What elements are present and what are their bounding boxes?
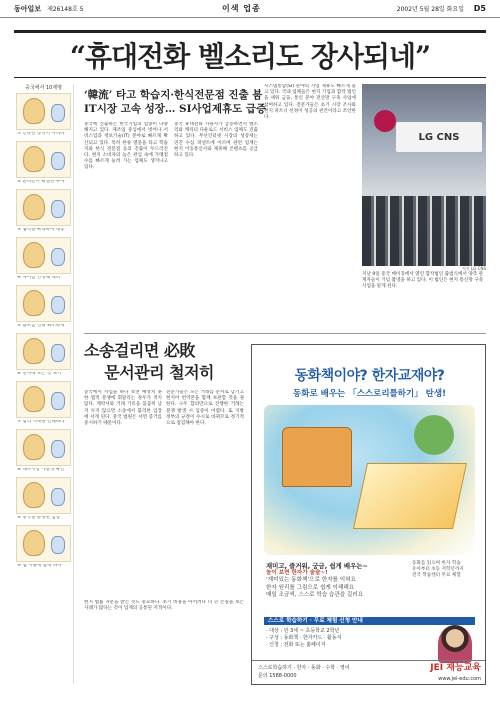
photo-people [362, 196, 486, 266]
advertisement [251, 344, 486, 685]
ad-feature: 매일 조금씩, 스스로 학습 습관을 길러요 [266, 591, 364, 598]
cartoon-panel [16, 285, 71, 322]
ad-side-note: 전국 학습센터 무료 체험 [412, 573, 461, 578]
book-illustration [353, 463, 467, 529]
cartoon-caption: ② 준비만이 확실한 투자 [17, 180, 65, 184]
cartoon-caption: ⑩ 법 이용에 함께 하자 [17, 564, 62, 568]
article-column: 시스템통합(SI) 분야의 사업 제휴도 빠르게 늘고 있다. 국내 업체들은 현지 기업과 합작 법인을 세워 금융, 통신 분야 전산망 구축 사업에 참여하고 있다. 전문가들은 초기 시장 조사와 현지 파트너 선정이 성공의 관건이라고 조언한다. [264, 84, 356, 121]
cartoon-caption: ⑦ 합리 지속을 인내하라 [17, 420, 65, 424]
cartoon-panel [16, 333, 71, 370]
main-headline: “휴대전화 벨소리도 장사되네” [14, 30, 486, 78]
article-column: 전문가들은 모든 거래를 문서로 남기고 현지어 번역본을 함께 보관할 것을 권한다. 구두 합의만으로 진행한 거래는 분쟁 발생 시 입증이 어렵다. 또 지방 정부의 규정이 수시로 바뀌므로 정기적으로 점검해야 한다. [166, 390, 244, 427]
photo-credit: 사진 LG CNS [462, 266, 486, 271]
article-column: 중국에서 사업을 하다 보면 예상치 못한 법적 분쟁에 휘말리는 경우가 적지 않다. 계약서와 거래 기록을 꼼꼼히 남겨 두지 않으면 소송에서 불리한 입장에 서게 된다. 중국 법원은 서면 증거를 중시하기 때문이다. [84, 390, 162, 427]
ad-lead-sub: 놀이 보면 한자가 술술~! [266, 570, 328, 577]
ad-footer-line: 스스로학습하기 · 한자 · 동화 · 수학 · 영어 [258, 665, 350, 671]
ad-footer [252, 660, 486, 684]
news-photo [362, 84, 486, 266]
ad-illustration [264, 405, 475, 555]
article-column: 중국 휴대전화 사용자가 급증하면서 벨소리와 캐릭터 다운로드 서비스 업체도 진출하고 있다. 무선인터넷 시장의 성장세는 연간 수십 퍼센트에 이르며 관련 업계는 현지 이동통신사와 제휴해 콘텐츠를 공급하고 있다. [174, 122, 258, 159]
ad-info-item: · 대상 : 만 3세 ~ 초등학교 2학년 [266, 628, 340, 634]
person-illustration [51, 248, 65, 266]
subhead-line: IT시장 고속 성장… SI사업제휴도 급증 [84, 103, 267, 116]
ad-side-note: 유아부터 초등 저학년까지 [412, 567, 464, 572]
page-number: D5 [473, 4, 486, 13]
person-illustration [23, 146, 45, 172]
cartoon-caption: ⑨ 중국을 분명한 입장 [17, 516, 61, 520]
cartoon-panel [16, 93, 71, 130]
ad-spokesperson-photo [438, 625, 472, 663]
photo-caption: 지난 9일 중국 베이징에서 열린 합작법인 출범식에서 양측 관계자들이 기념 촬영을 하고 있다. 이 법인은 현지 통신망 구축 사업을 맡게 된다. [362, 272, 484, 289]
person-illustration [51, 536, 65, 554]
person-illustration [23, 98, 45, 124]
brand-logo-mark [374, 110, 396, 132]
cartoon-panel [16, 477, 71, 514]
person-illustration [51, 440, 65, 458]
subhead-line: 문서관리 철저히 [104, 362, 214, 382]
cartoon-caption: ⑥ 현지에 모든 것 보기 [17, 372, 62, 376]
section-divider [84, 333, 486, 334]
person-illustration [23, 434, 45, 460]
cartoon-caption: ⑤ 음모를 신뢰 최소하게 [17, 324, 65, 328]
ad-footer-line: 문의 1588-0000 [258, 673, 297, 679]
person-illustration [51, 104, 65, 122]
ad-info-item: · 구성 : 동화책 · 한자카드 · 활동지 [266, 635, 342, 641]
ad-headline: 동화책이야? 한자교재야? [294, 368, 445, 384]
issue-date: 2002년 5월 28일 화요일 [396, 6, 464, 13]
cartoon-strip-title: 중국에서 10계명 [25, 85, 62, 91]
cartoon-panel [16, 141, 71, 178]
ad-side-note: 동화를 읽으며 한자 학습 [412, 561, 461, 566]
ad-lead: 재미고, 즐거워, 궁금, 쉽게 배우는~ [266, 562, 368, 570]
ad-subline: 동화로 배우는 「스스로리틀하기」 탄생! [293, 389, 446, 399]
person-illustration [23, 242, 45, 268]
subhead-line: ‘韓流’ 타고 학습지·한식전문점 진출 붐 [84, 89, 263, 101]
person-illustration [51, 344, 65, 362]
issue-number: 제26148호 5 [47, 6, 84, 13]
article-column: 현지 법률 자문을 받는 것도 중요하다. 초기 비용을 아끼려다 더 큰 손실을 보는 사례가 많다는 것이 업계의 공통된 지적이다. [84, 600, 244, 612]
paper-logo: 동아일보 [14, 4, 42, 13]
ad-info-item: · 신청 : 전화 또는 홈페이지 [266, 642, 326, 648]
cartoon-panel [16, 525, 71, 562]
person-illustration [51, 152, 65, 170]
cartoon-caption: ① 안락한 장벽이 아니다 [17, 132, 65, 136]
person-illustration [51, 392, 65, 410]
ad-body [266, 563, 406, 599]
bottom-article-subheads [84, 340, 214, 383]
cartoon-caption: ⑧ 내수시장 가능성 확인 [17, 468, 65, 472]
ad-brand-logo: JEI 재능교육 [430, 663, 481, 673]
section-name: 이색 업종 [222, 4, 261, 13]
house-illustration [282, 427, 352, 487]
ad-url: www.jei-edu.com [438, 676, 481, 682]
cartoon-caption: ③ 협력을 확대하여 대응 [17, 228, 65, 232]
ad-feature: 한자 원리를 그림으로 쉽게 이해해요 [266, 584, 355, 591]
person-illustration [23, 290, 45, 316]
cartoon-panel [16, 381, 71, 418]
person-illustration [51, 200, 65, 218]
cartoon-panel [16, 237, 71, 274]
person-illustration [23, 338, 45, 364]
cartoon-panel [16, 189, 71, 226]
person-illustration [51, 296, 65, 314]
cartoon-panel [16, 429, 71, 466]
person-illustration [51, 488, 65, 506]
tree-illustration [414, 415, 454, 455]
cartoon-strip [14, 84, 74, 684]
ad-info-bar: 스스로 학습하기 · 무료 체험 신청 안내 [264, 617, 475, 625]
photo-banner: LG CNS [396, 122, 482, 152]
subhead-line: 소송걸리면 必敗 [84, 341, 195, 360]
ad-info-list [266, 628, 406, 649]
masthead [0, 0, 500, 18]
person-illustration [23, 386, 45, 412]
cartoon-caption: ④ 차이를 인정해 대비 [17, 276, 61, 280]
article-column: 중국에 진출하는 한국기업의 업종이 다양해지고 있다. 제조업 중심에서 벗어나 서비스업과 정보기술(IT) 분야로 빠르게 확산되고 있다. 특히 한류 열풍을 타고 학습지와 한식 전문점 등의 진출이 두드러진다. 현지 소비자의 높은 관심 속에 가맹점 수를 빠르게 늘려 가는 업체도 생겨나고 있다. [84, 122, 168, 171]
person-illustration [23, 482, 45, 508]
ad-side-notes [412, 561, 476, 579]
ad-feature: ‘재미있는 동화책’으로 한자를 익혀요 [266, 577, 356, 584]
person-illustration [23, 530, 45, 556]
person-illustration [23, 194, 45, 220]
